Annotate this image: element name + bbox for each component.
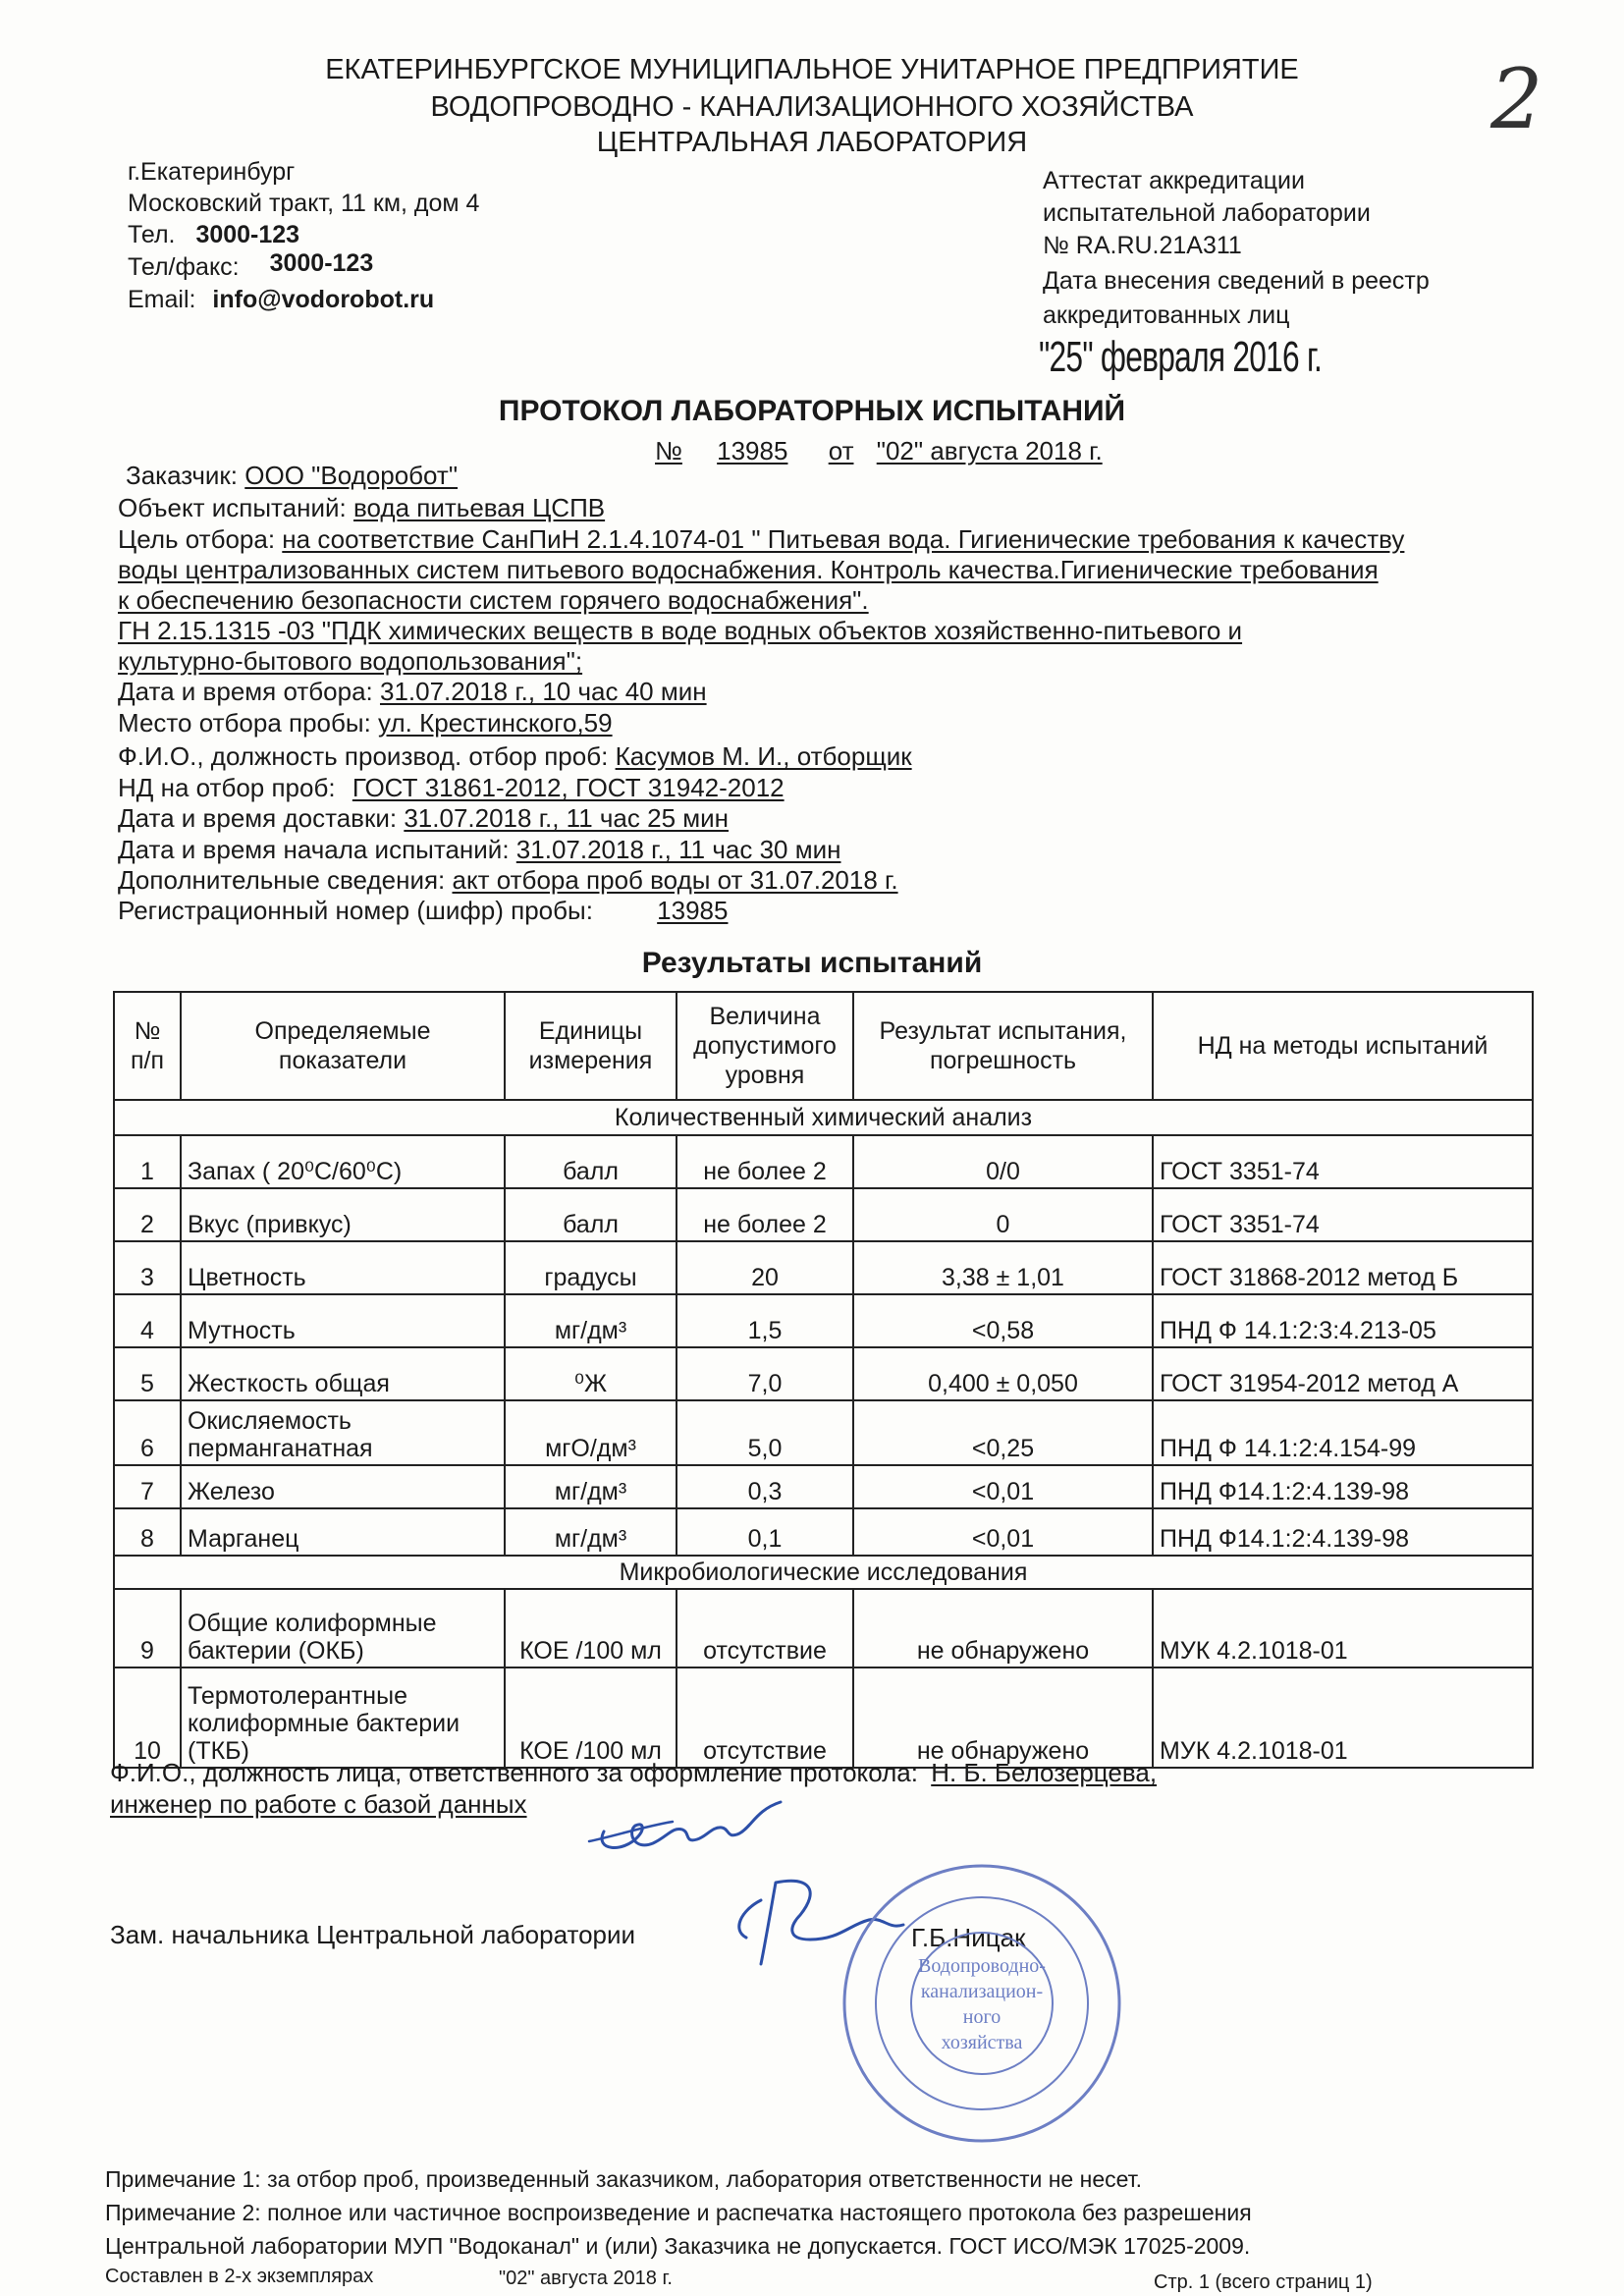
table-row [114,1188,1533,1241]
section-row [114,1100,1533,1135]
cell-indicator: Цветность [181,1241,505,1294]
table-row [114,1135,1533,1188]
phone-label: Тел. [128,221,176,248]
protocol-number: 13985 [717,436,788,465]
section-chemical: Количественный химический анализ [114,1100,1533,1135]
stamp-seal [835,1856,1129,2151]
cell-result: <0,58 [853,1294,1153,1347]
page-number-mark: 2 [1490,51,1543,147]
purpose-line-5 [118,646,582,677]
section-micro: Микробиологические исследования [114,1556,1533,1589]
purpose-value-1: на соответствие СанПиН 2.1.4.1074-01 " Питьевая вода. Гигиенические требования к качеству [282,524,1405,554]
sampling-place-value: ул. Крестинского,59 [378,708,613,738]
purpose-line-2 [118,555,1379,585]
header-method: НД на методы испытаний [1153,992,1533,1100]
results-table [113,991,1534,1769]
cell-limit: 0,3 [677,1465,853,1508]
cell-limit: 7,0 [677,1347,853,1400]
sampling-time-line [118,677,707,707]
table-row [114,1589,1533,1667]
responsible-position-value: инженер по работе с базой данных [110,1789,527,1819]
stamp-line-4: хозяйства [941,2032,1023,2053]
email-value: info@vodorobot.ru [212,286,435,313]
sampler-label: Ф.И.О., должность производ. отбор проб: [118,741,609,771]
start-value: 31.07.2018 г., 11 час 30 мин [515,835,841,864]
cell-method: ГОСТ 31954-2012 метод А [1153,1347,1533,1400]
phone-value: 3000-123 [195,221,300,248]
cell-result: не обнаружено [853,1667,1153,1768]
sampling-place-label: Место отбора пробы: [118,708,371,738]
org-name-line-3: ЦЕНТРАЛЬНАЯ ЛАБОРАТОРИЯ [596,127,1028,158]
cell-unit: балл [505,1188,677,1241]
accreditation-number: № RA.RU.21А311 [1043,232,1242,259]
header-indicator: Определяемые показатели [181,992,505,1100]
nd-value: ГОСТ 31861-2012, ГОСТ 31942-2012 [352,773,785,802]
purpose-value-5: культурно-бытового водопользования"; [118,646,583,676]
cell-unit: балл [505,1135,677,1188]
cell-indicator: Жесткость общая [181,1347,505,1400]
section-row [114,1556,1533,1589]
responsible-position [110,1789,527,1820]
cell-unit: ⁰Ж [505,1347,677,1400]
extra-label: Дополнительные сведения: [118,865,446,895]
cell-limit: отсутствие [677,1667,853,1768]
cell-method: ПНД Ф 14.1:2:4.154-99 [1153,1400,1533,1465]
responsible-label: Ф.И.О., должность лица, ответственного за оформление протокола: [110,1758,918,1787]
cell-number: 9 [114,1589,181,1667]
table-row [114,1347,1533,1400]
cell-method: ГОСТ 3351-74 [1153,1188,1533,1241]
cell-unit: мгО/дм³ [505,1400,677,1465]
customer-value: ООО "Водоробот" [244,461,459,490]
sampling-place-line [118,708,613,738]
delivery-label: Дата и время доставки: [118,803,398,833]
sampler-line [118,741,912,772]
object-line [118,493,605,523]
delivery-line [118,803,729,834]
header-unit: Единицы измерения [505,992,677,1100]
cell-limit: 1,5 [677,1294,853,1347]
cell-number: 2 [114,1188,181,1241]
cell-indicator: Окисляемость перманганатная [181,1400,505,1465]
table-row [114,1241,1533,1294]
cell-limit: не более 2 [677,1188,853,1241]
cell-method: МУК 4.2.1018-01 [1153,1667,1533,1768]
protocol-from-label: от [828,436,854,465]
accreditation-date: "25" февраля 2016 г. [1039,333,1323,381]
sampling-time-label: Дата и время отбора: [118,677,373,706]
protocol-number-label: № [655,436,682,465]
cell-result: 0 [853,1188,1153,1241]
purpose-label: Цель отбора: [118,524,276,554]
purpose-value-3: к обеспечению безопасности систем горячего водоснабжения". [118,585,869,615]
accreditation-line-5: аккредитованных лиц [1043,301,1290,329]
footer-date: "02" августа 2018 г. [499,2268,673,2289]
cell-result: <0,01 [853,1508,1153,1556]
deputy-name: Г.Б.Ницак [911,1923,1026,1952]
cell-number: 7 [114,1465,181,1508]
results-title: Результаты испытаний [641,947,983,979]
phone-line [128,218,299,251]
table-row [114,1508,1533,1556]
cell-indicator: Железо [181,1465,505,1508]
cell-number: 1 [114,1135,181,1188]
cell-unit: мг/дм³ [505,1294,677,1347]
cell-method: МУК 4.2.1018-01 [1153,1589,1533,1667]
cell-method: ПНД Ф14.1:2:4.139-98 [1153,1508,1533,1556]
table-row [114,1667,1533,1768]
header-number: № п/п [114,992,181,1100]
cell-result: 0/0 [853,1135,1153,1188]
note-2-line-2: Центральной лаборатории МУП "Водоканал" и (или) Заказчика не допускается. ГОСТ ИСО/МЭК 17025-2009. [105,2233,1251,2259]
cell-number: 10 [114,1667,181,1768]
accreditation-line-2: испытательной лаборатории [1043,199,1371,227]
cell-indicator: Термотолерантные колиформные бактерии (ТКБ) [181,1667,505,1768]
start-label: Дата и время начала испытаний: [118,835,510,864]
cell-unit: мг/дм³ [505,1508,677,1556]
reg-line [118,896,728,926]
email-label: Email: [128,286,196,313]
cell-method: ГОСТ 31868-2012 метод Б [1153,1241,1533,1294]
cell-number: 6 [114,1400,181,1465]
deputy-title: Зам. начальника Центральной лаборатории [110,1920,636,1949]
footer-copies: Составлен в 2-х экземплярах [105,2266,374,2287]
cell-number: 4 [114,1294,181,1347]
cell-number: 8 [114,1508,181,1556]
cell-limit: 5,0 [677,1400,853,1465]
cell-indicator: Запах ( 20⁰С/60⁰С) [181,1135,505,1188]
stamp-line-3: ного [962,2006,1001,2028]
object-value: вода питьевая ЦСПВ [353,493,606,522]
purpose-value-2: воды централизованных систем питьевого водоснабжения. Контроль качества.Гигиенические требования [118,555,1379,584]
cell-result: 3,38 ± 1,01 [853,1241,1153,1294]
cell-result: не обнаружено [853,1589,1153,1667]
fax-value: 3000-123 [269,249,374,277]
header-result: Результат испытания, погрешность [853,992,1153,1100]
nd-line [118,773,785,803]
stamp-line-1: Водопроводно- [918,1955,1046,1977]
cell-result: <0,25 [853,1400,1153,1465]
table-header-row [114,992,1533,1100]
sampling-time-value: 31.07.2018 г., 10 час 40 мин [379,677,707,706]
note-1: Примечание 1: за отбор проб, произведенный заказчиком, лаборатория ответственности не несет. [105,2166,1143,2192]
cell-limit: 20 [677,1241,853,1294]
cell-unit: мг/дм³ [505,1465,677,1508]
city: г.Екатеринбург [128,158,296,186]
cell-indicator: Мутность [181,1294,505,1347]
signature-responsible [584,1782,800,1871]
email-line [128,283,434,316]
responsible-name: Н. Б. Белозерцева, [931,1758,1158,1787]
sampler-value: Касумов М. И., отборщик [615,741,912,771]
customer-label: Заказчик: [126,461,239,490]
accreditation-line-4: Дата внесения сведений в реестр [1043,267,1430,295]
cell-unit: КОЕ /100 мл [505,1667,677,1768]
cell-indicator: Общие колиформные бактерии (ОКБ) [181,1589,505,1667]
extra-line [118,865,898,896]
cell-method: ПНД Ф 14.1:2:3:4.213-05 [1153,1294,1533,1347]
customer-line [126,461,458,491]
cell-limit: не более 2 [677,1135,853,1188]
cell-result: <0,01 [853,1465,1153,1508]
cell-method: ПНД Ф14.1:2:4.139-98 [1153,1465,1533,1508]
cell-indicator: Вкус (привкус) [181,1188,505,1241]
cell-unit: КОЕ /100 мл [505,1589,677,1667]
fax-label: Тел/факс: [128,253,240,281]
reg-value: 13985 [657,896,729,925]
object-label: Объект испытаний: [118,493,347,522]
extra-value: акт отбора проб воды от 31.07.2018 г. [452,865,898,895]
protocol-date: "02" августа 2018 г. [876,436,1103,465]
table-row [114,1465,1533,1508]
header-limit: Величина допустимого уровня [677,992,853,1100]
cell-method: ГОСТ 3351-74 [1153,1135,1533,1188]
fax-line [128,250,373,284]
table-row [114,1400,1533,1465]
footer-page: Стр. 1 (всего страниц 1) [1154,2271,1373,2293]
cell-indicator: Марганец [181,1508,505,1556]
cell-limit: 0,1 [677,1508,853,1556]
address: Московский тракт, 11 км, дом 4 [128,190,480,217]
purpose-value-4: ГН 2.15.1315 -03 "ПДК химических веществ в воде водных объектов хозяйственно-питьевого и [118,616,1243,645]
start-line [118,835,840,865]
purpose-line-1 [118,524,1404,555]
org-name-line-2: ВОДОПРОВОДНО - КАНАЛИЗАЦИОННОГО ХОЗЯЙСТВА [430,91,1194,123]
org-name-line-1: ЕКАТЕРИНБУРГСКОЕ МУНИЦИПАЛЬНОЕ УНИТАРНОЕ ПРЕДПРИЯТИЕ [325,54,1299,85]
purpose-line-4 [118,616,1242,646]
stamp-line-2: канализацион- [920,1981,1044,2002]
table-row [114,1294,1533,1347]
reg-label: Регистрационный номер (шифр) пробы: [118,896,593,925]
note-2-line-1: Примечание 2: полное или частичное воспроизведение и распечатка настоящего протокола без разрешения [105,2200,1252,2225]
delivery-value: 31.07.2018 г., 11 час 25 мин [404,803,730,833]
cell-number: 5 [114,1347,181,1400]
cell-result: 0,400 ± 0,050 [853,1347,1153,1400]
protocol-number-line [655,434,1103,467]
cell-unit: градусы [505,1241,677,1294]
nd-label: НД на отбор проб: [118,773,336,802]
accreditation-line-1: Аттестат аккредитации [1043,167,1305,194]
cell-limit: отсутствие [677,1589,853,1667]
purpose-line-3 [118,585,869,616]
cell-number: 3 [114,1241,181,1294]
protocol-title: ПРОТОКОЛ ЛАБОРАТОРНЫХ ИСПЫТАНИЙ [498,395,1126,427]
